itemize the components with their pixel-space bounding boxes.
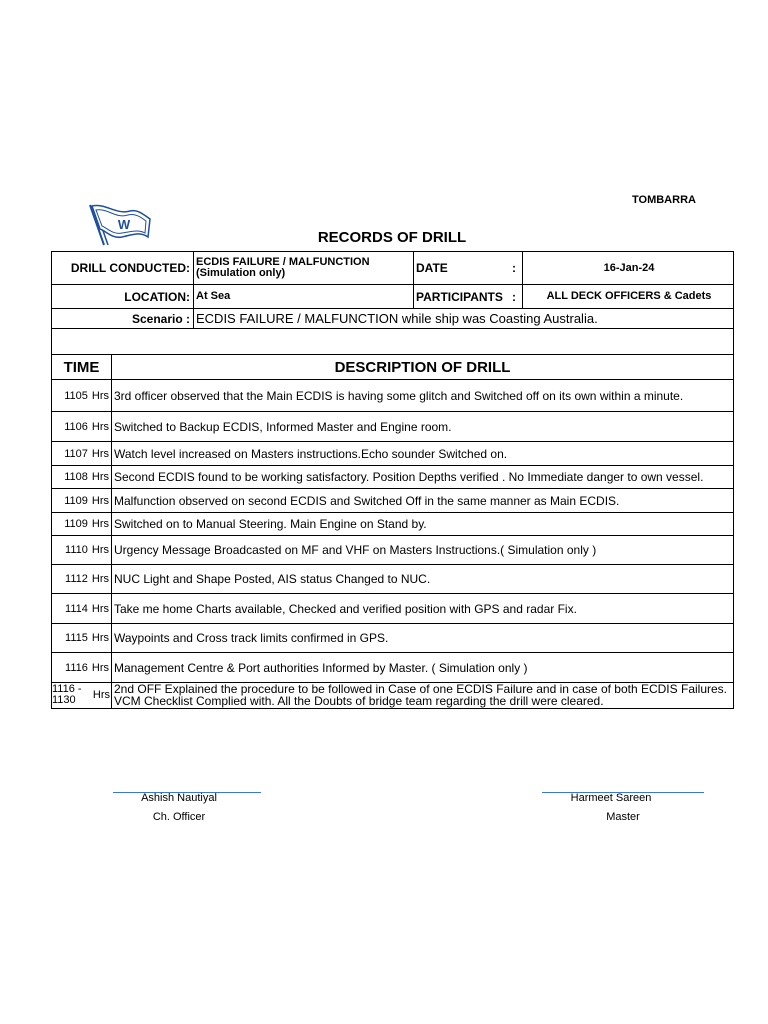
drill-conducted-label: DRILL CONDUCTED: — [70, 261, 190, 275]
description-column-header: DESCRIPTION OF DRILL — [334, 358, 511, 376]
hrs-unit: Hrs — [91, 494, 109, 507]
last-row-desc-line2: VCM Checklist Complied with. All the Doubts of bridge team regarding the drill were cleared. — [114, 694, 604, 708]
last-row-time-start: 1116 - — [52, 683, 82, 695]
time-column-header: TIME — [63, 358, 100, 376]
svg-text:W: W — [117, 217, 131, 232]
hrs-unit: Hrs — [91, 447, 109, 460]
date-value: 16-Jan-24 — [603, 261, 655, 274]
time-value: 1116 — [65, 661, 88, 674]
row-description: Management Centre & Port authorities Informed by Master. ( Simulation only ) — [114, 660, 528, 675]
row-description: Waypoints and Cross track limits confirmed in GPS. — [114, 631, 389, 645]
hrs-unit: Hrs — [91, 632, 109, 644]
hrs-unit: Hrs — [91, 544, 109, 556]
row-time — [52, 489, 111, 512]
row-description: Watch level increased on Masters instructions.Echo sounder Switched on. — [114, 446, 508, 461]
participants-value: ALL DECK OFFICERS & Cadets — [546, 290, 712, 302]
hrs-unit: Hrs — [91, 518, 109, 530]
row-time — [52, 442, 111, 465]
row-description: Switched to Backup ECDIS, Informed Master and Engine room. — [114, 419, 452, 434]
drill-info-table — [51, 251, 734, 355]
last-row-hrs: Hrs — [92, 689, 110, 701]
row-time — [52, 412, 111, 441]
hrs-unit: Hrs — [91, 602, 109, 615]
time-value: 1109 — [64, 518, 88, 530]
row-description: Urgency Message Broadcasted on MF and VHF on Masters Instructions.( Simulation only ) — [114, 543, 597, 557]
page-title: RECORDS OF DRILL — [317, 229, 467, 246]
row-description: Switched on to Manual Steering. Main Engine on Stand by. — [114, 517, 427, 531]
scenario-value: ECDIS FAILURE / MALFUNCTION while ship was Coasting Australia. — [196, 311, 598, 326]
last-row-description — [112, 682, 733, 708]
time-value: 1115 — [65, 632, 88, 644]
row-time — [52, 565, 111, 593]
participants-colon: : — [512, 289, 516, 304]
scenario-label: Scenario : — [131, 311, 190, 326]
row-time — [52, 536, 111, 564]
last-row-desc-line1: 2nd OFF Explained the procedure to be followed in Case of one ECDIS Failure and in case of both ECDIS Failures. — [114, 682, 727, 696]
vessel-name: TOMBARRA — [632, 194, 696, 206]
time-value: 1114 — [65, 602, 88, 615]
date-colon: : — [512, 261, 516, 275]
chief-officer-name: Ashish Nautiyal — [141, 792, 217, 804]
date-label: DATE — [416, 261, 448, 275]
drill-log-table — [51, 354, 734, 709]
row-time — [52, 653, 111, 682]
hrs-unit: Hrs — [91, 573, 109, 585]
time-value: 1106 — [64, 420, 88, 433]
row-description: Malfunction observed on second ECDIS and Switched Off in the same manner as Main ECDIS. — [114, 493, 620, 508]
time-value: 1105 — [64, 389, 88, 402]
hrs-unit: Hrs — [91, 420, 109, 433]
time-value: 1108 — [64, 471, 88, 483]
last-row-time — [52, 682, 94, 708]
time-value: 1109 — [64, 494, 88, 507]
master-role: Master — [606, 811, 640, 823]
participants-label: PARTICIPANTS — [416, 289, 503, 304]
location-value: At Sea — [196, 290, 231, 302]
hrs-unit: Hrs — [91, 389, 109, 402]
last-row-time-end: 1130 — [52, 694, 76, 706]
time-value: 1112 — [65, 573, 88, 585]
time-value: 1110 — [65, 544, 88, 556]
hrs-unit: Hrs — [91, 471, 109, 483]
row-time — [52, 380, 111, 411]
row-time — [52, 594, 111, 623]
drill-conducted-value — [194, 252, 413, 284]
chief-officer-role: Ch. Officer — [152, 811, 206, 823]
row-description: Second ECDIS found to be working satisfactory. Position Depths verified . No Immediate danger to own vessel. — [114, 470, 704, 484]
location-label: LOCATION: — [124, 289, 190, 304]
row-time — [52, 513, 111, 535]
master-name: Harmeet Sareen — [570, 792, 652, 804]
row-description: NUC Light and Shape Posted, AIS status Changed to NUC. — [114, 572, 431, 586]
hrs-unit: Hrs — [91, 661, 109, 674]
row-time — [52, 624, 111, 652]
drill-simulation-note: (Simulation only) — [196, 267, 286, 279]
time-value: 1107 — [64, 447, 88, 460]
row-description: 3rd officer observed that the Main ECDIS is having some glitch and Switched off on its own within a minute. — [114, 388, 684, 403]
drill-type-line: ECDIS FAILURE / MALFUNCTION — [196, 256, 370, 268]
row-description: Take me home Charts available, Checked and verified position with GPS and radar Fix. — [114, 601, 577, 616]
row-time — [52, 466, 111, 488]
